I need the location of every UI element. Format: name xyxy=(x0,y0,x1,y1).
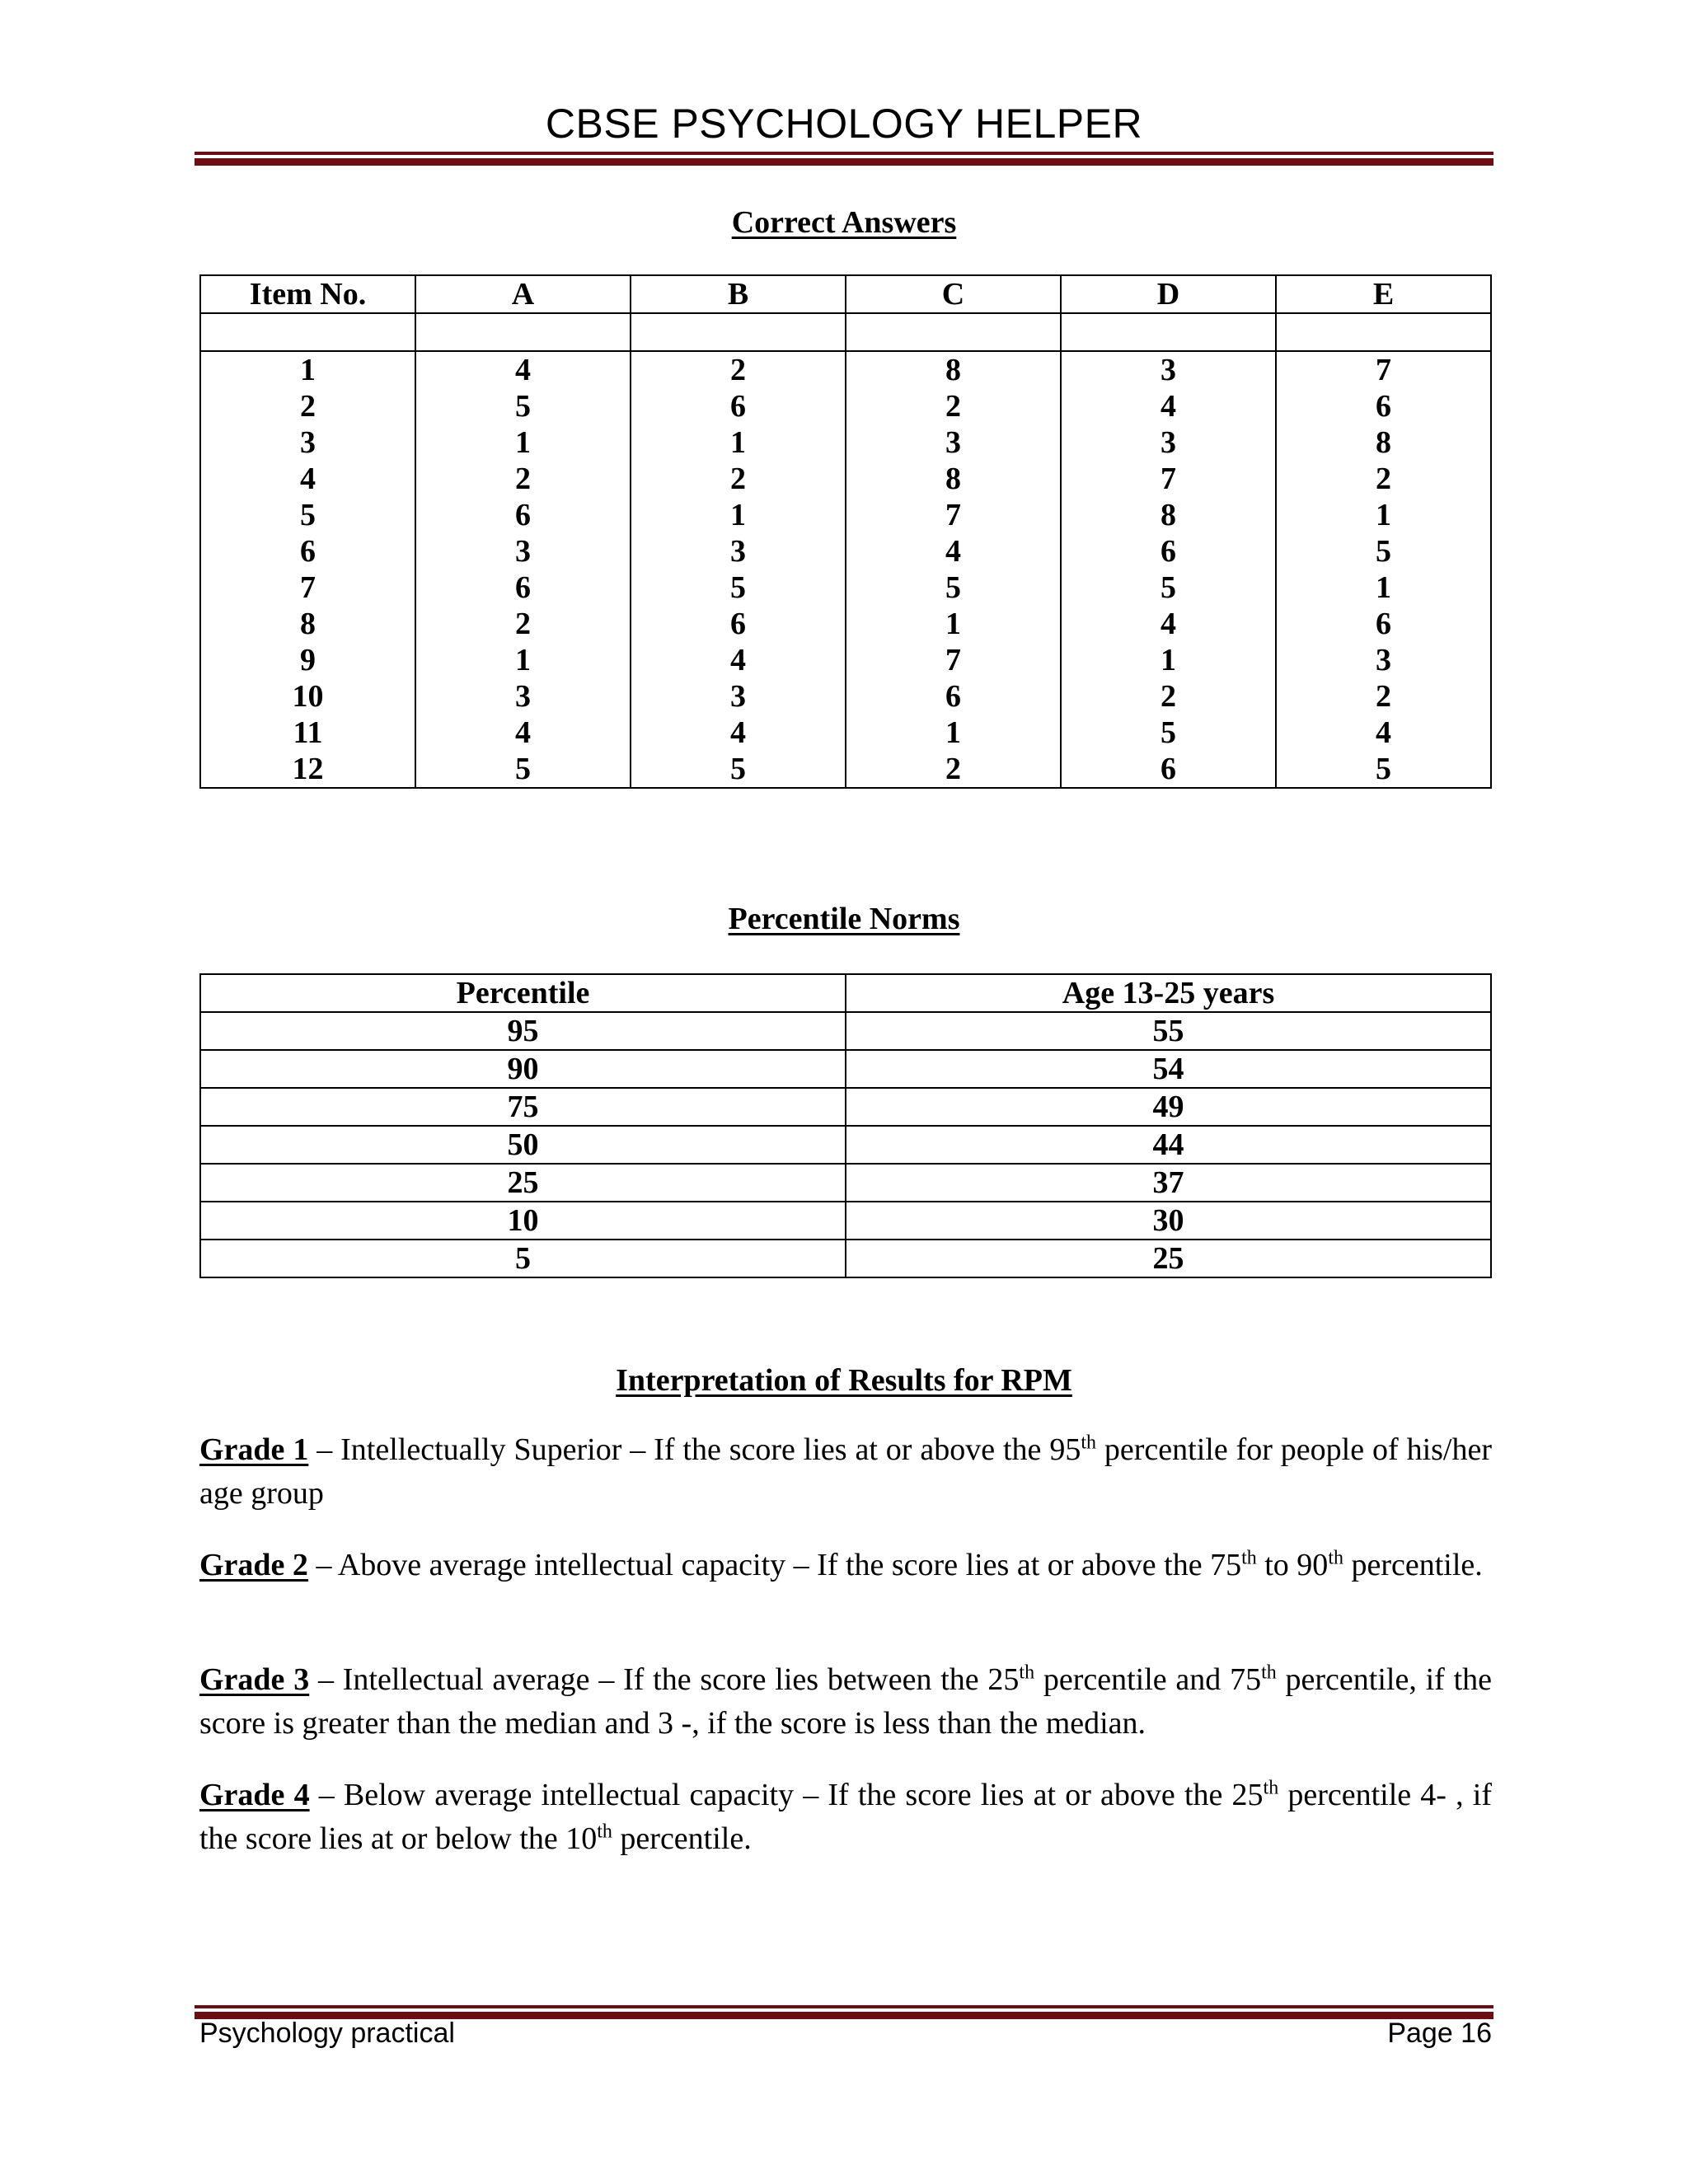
table-cell: 30 xyxy=(846,1202,1491,1240)
table-cell: 4 xyxy=(631,715,846,751)
table-cell: 2 xyxy=(200,388,415,424)
grade-2-text-3: percentile. xyxy=(1343,1548,1483,1582)
table-cell: 25 xyxy=(200,1164,846,1202)
table-cell: 1 xyxy=(1276,569,1491,606)
table-cell: 3 xyxy=(846,424,1061,461)
table-cell: 5 xyxy=(200,497,415,533)
table-row xyxy=(200,1088,1491,1126)
answers-spacer-row xyxy=(200,313,1491,351)
grade-3-label: Grade 3 xyxy=(199,1662,310,1697)
table-cell: 37 xyxy=(846,1164,1491,1202)
grade-3-text-3: percentile, if the score is greater than the median and 3 -, if the score is less than the median. xyxy=(199,1662,1492,1741)
table-cell: 9 xyxy=(200,642,415,678)
table-cell: 5 xyxy=(200,1240,846,1277)
table-cell: 7 xyxy=(846,642,1061,678)
table-cell: 7 xyxy=(1276,351,1491,388)
column-header-e: E xyxy=(1276,275,1491,313)
table-cell: 5 xyxy=(415,388,631,424)
table-cell: 4 xyxy=(200,461,415,497)
table-cell: 3 xyxy=(415,678,631,715)
table-cell: 5 xyxy=(846,569,1061,606)
answers-header-row xyxy=(200,275,1491,313)
table-cell: 4 xyxy=(1061,388,1276,424)
table-cell: 1 xyxy=(1061,642,1276,678)
table-cell: 5 xyxy=(415,751,631,788)
grade-3-sup-2: th xyxy=(1261,1661,1277,1684)
spacer-cell xyxy=(631,313,846,351)
table-cell: 6 xyxy=(1061,533,1276,569)
table-cell: 3 xyxy=(631,533,846,569)
grade-2-text-2: to 90 xyxy=(1256,1548,1329,1582)
footer-left-text: Psychology practical xyxy=(199,2018,455,2049)
table-row xyxy=(200,642,1491,678)
table-cell: 25 xyxy=(846,1240,1491,1277)
grade-2-label: Grade 2 xyxy=(199,1548,308,1582)
grade-1-label: Grade 1 xyxy=(199,1432,309,1467)
table-cell: 10 xyxy=(200,1202,846,1240)
column-header-b: B xyxy=(631,275,846,313)
table-cell: 6 xyxy=(200,533,415,569)
table-cell: 8 xyxy=(846,461,1061,497)
table-cell: 3 xyxy=(631,678,846,715)
table-cell: 55 xyxy=(846,1012,1491,1050)
grade-2-text-1: Above average intellectual capacity – If the score lies at or above the 75 xyxy=(337,1548,1242,1582)
table-cell: 90 xyxy=(200,1050,846,1088)
table-row xyxy=(200,1240,1491,1277)
table-cell: 75 xyxy=(200,1088,846,1126)
table-cell: 1 xyxy=(846,715,1061,751)
table-cell: 1 xyxy=(415,642,631,678)
grade-3-paragraph: Grade 3 – Intellectual average – If the score lies between the 25th percentile and 75th percentile, if the score is greater than the median and 3 -, if the score is less than the median. xyxy=(199,1661,1492,1741)
table-cell: 11 xyxy=(200,715,415,751)
table-cell: 4 xyxy=(1061,606,1276,642)
table-row xyxy=(200,424,1491,461)
grade-4-text-2: percentile 4- , if the score lies at or below the 10 xyxy=(199,1778,1492,1856)
table-cell: 4 xyxy=(1276,715,1491,751)
table-row xyxy=(200,533,1491,569)
table-cell: 6 xyxy=(415,569,631,606)
table-cell: 6 xyxy=(631,606,846,642)
table-cell: 4 xyxy=(415,715,631,751)
table-row xyxy=(200,1164,1491,1202)
table-row xyxy=(200,1012,1491,1050)
table-cell: 8 xyxy=(846,351,1061,388)
grade-4-paragraph: Grade 4 – Below average intellectual capacity – If the score lies at or above the 25th percentile 4- , if the score lies at or below the 10th percentile. xyxy=(199,1777,1492,1856)
table-cell: 6 xyxy=(846,678,1061,715)
grade-4-text-1: Below average intellectual capacity – If the score lies at or above the 25 xyxy=(343,1778,1264,1812)
table-cell: 54 xyxy=(846,1050,1491,1088)
table-cell: 7 xyxy=(200,569,415,606)
table-cell: 5 xyxy=(1061,569,1276,606)
column-header-d: D xyxy=(1061,275,1276,313)
table-cell: 4 xyxy=(846,533,1061,569)
table-cell: 3 xyxy=(1061,351,1276,388)
column-header-c: C xyxy=(846,275,1061,313)
table-cell: 2 xyxy=(1276,461,1491,497)
table-cell: 2 xyxy=(415,461,631,497)
grade-2-sup-2: th xyxy=(1328,1547,1343,1569)
grade-1-sup-1: th xyxy=(1081,1432,1096,1454)
table-cell: 5 xyxy=(631,751,846,788)
table-cell: 2 xyxy=(415,606,631,642)
table-cell: 1 xyxy=(200,351,415,388)
table-cell: 2 xyxy=(631,461,846,497)
grade-3-sup-1: th xyxy=(1019,1661,1035,1684)
table-cell: 2 xyxy=(1276,678,1491,715)
answers-table-body xyxy=(200,351,1491,788)
table-cell: 6 xyxy=(1061,751,1276,788)
table-cell: 4 xyxy=(631,642,846,678)
table-cell: 4 xyxy=(415,351,631,388)
column-header-a: A xyxy=(415,275,631,313)
table-row xyxy=(200,461,1491,497)
table-cell: 1 xyxy=(631,497,846,533)
table-row xyxy=(200,1050,1491,1088)
page-header-title: CBSE PSYCHOLOGY HELPER xyxy=(545,101,1143,147)
grade-1-text-2: percentile for people of his/her age group xyxy=(199,1432,1492,1511)
table-row xyxy=(200,1202,1491,1240)
table-row xyxy=(200,751,1491,788)
table-cell: 6 xyxy=(1276,388,1491,424)
grade-4-text-3: percentile. xyxy=(612,1821,752,1856)
spacer-cell xyxy=(846,313,1061,351)
table-cell: 3 xyxy=(415,533,631,569)
interpretation-title: Interpretation of Results for RPM xyxy=(616,1363,1072,1398)
table-cell: 8 xyxy=(200,606,415,642)
spacer-cell xyxy=(1276,313,1491,351)
table-row xyxy=(200,1126,1491,1164)
table-cell: 5 xyxy=(1276,751,1491,788)
percentile-norms-table xyxy=(199,973,1492,1278)
table-cell: 50 xyxy=(200,1126,846,1164)
grade-4-label: Grade 4 xyxy=(199,1778,310,1812)
grade-4-sup-1: th xyxy=(1263,1777,1279,1799)
table-row xyxy=(200,678,1491,715)
table-cell: 3 xyxy=(1276,642,1491,678)
table-cell: 6 xyxy=(631,388,846,424)
table-row xyxy=(200,351,1491,388)
spacer-cell xyxy=(1061,313,1276,351)
column-header-item-no: Item No. xyxy=(200,275,415,313)
spacer-cell xyxy=(200,313,415,351)
grade-2-sup-1: th xyxy=(1241,1547,1257,1569)
table-cell: 2 xyxy=(1061,678,1276,715)
column-header-age: Age 13-25 years xyxy=(846,974,1491,1012)
grade-1-text-1: Intellectually Superior – If the score lies at or above the 95 xyxy=(340,1432,1081,1467)
table-cell: 8 xyxy=(1276,424,1491,461)
table-cell: 1 xyxy=(631,424,846,461)
table-cell: 7 xyxy=(1061,461,1276,497)
correct-answers-table xyxy=(199,274,1492,789)
percentile-norms-title: Percentile Norms xyxy=(728,902,960,936)
table-cell: 2 xyxy=(846,388,1061,424)
table-row xyxy=(200,569,1491,606)
table-row xyxy=(200,606,1491,642)
table-cell: 5 xyxy=(1061,715,1276,751)
spacer-cell xyxy=(415,313,631,351)
grade-2-paragraph: Grade 2 – Above average intellectual capacity – If the score lies at or above the 75th to 90th percentile. xyxy=(199,1547,1483,1582)
table-cell: 3 xyxy=(1061,424,1276,461)
column-header-percentile: Percentile xyxy=(200,974,846,1012)
table-cell: 12 xyxy=(200,751,415,788)
table-cell: 5 xyxy=(1276,533,1491,569)
table-cell: 6 xyxy=(1276,606,1491,642)
table-cell: 7 xyxy=(846,497,1061,533)
table-row xyxy=(200,715,1491,751)
header-rule xyxy=(195,152,1493,166)
table-cell: 10 xyxy=(200,678,415,715)
table-cell: 2 xyxy=(846,751,1061,788)
table-row xyxy=(200,497,1491,533)
table-cell: 49 xyxy=(846,1088,1491,1126)
correct-answers-title: Correct Answers xyxy=(731,205,957,240)
table-cell: 3 xyxy=(200,424,415,461)
table-cell: 5 xyxy=(631,569,846,606)
grade-3-text-2: percentile and 75 xyxy=(1034,1662,1262,1697)
grade-3-text-1: Intellectual average – If the score lies between the 25 xyxy=(342,1662,1020,1697)
grade-4-sup-2: th xyxy=(597,1821,612,1843)
norms-header-row xyxy=(200,974,1491,1012)
table-cell: 2 xyxy=(631,351,846,388)
table-cell: 44 xyxy=(846,1126,1491,1164)
grade-1-paragraph: Grade 1 – Intellectually Superior – If the score lies at or above the 95th percentile for people of his/her age group xyxy=(199,1432,1492,1511)
table-cell: 1 xyxy=(415,424,631,461)
norms-table-body xyxy=(200,1012,1491,1277)
table-cell: 95 xyxy=(200,1012,846,1050)
footer-page-number: Page 16 xyxy=(1387,2018,1492,2049)
table-row xyxy=(200,388,1491,424)
table-cell: 8 xyxy=(1061,497,1276,533)
table-cell: 6 xyxy=(415,497,631,533)
table-cell: 1 xyxy=(846,606,1061,642)
table-cell: 1 xyxy=(1276,497,1491,533)
